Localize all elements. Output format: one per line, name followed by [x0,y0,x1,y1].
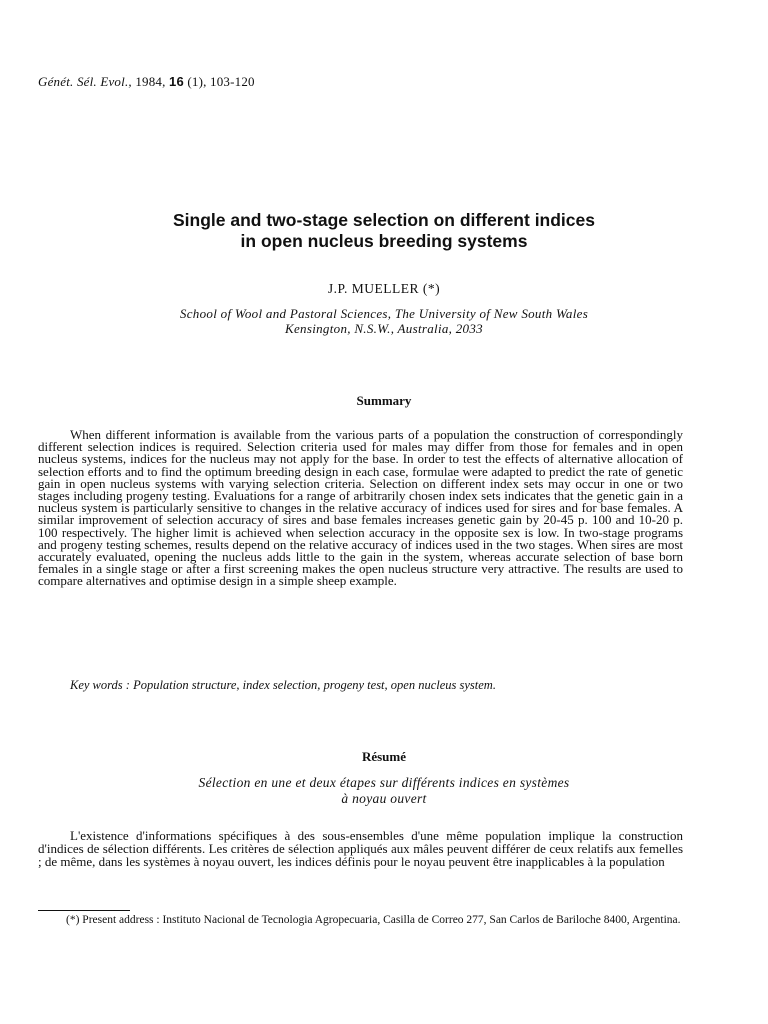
summary-heading: Summary [356,393,412,408]
resume-heading: Résumé [361,749,407,764]
journal-issue-pages: (1), 103-120 [187,74,255,89]
article-title-line-2: in open nucleus breeding systems [240,231,528,251]
journal-citation [38,74,255,90]
footnote-text: Present address : Instituto Nacional de Tecnologia Agropecuaria, Casilla de Correo 277, San Carlos de Bariloche 8400, Argentina. [82,914,681,926]
footnote [38,913,683,927]
author-name: J.P. MUELLER (*) [327,281,441,296]
keywords-text: Population structure, index selection, progeny test, open nucleus system. [133,678,496,692]
footnote-divider [38,910,130,911]
summary-paragraph: When different information is available from the various parts of a population the construction of correspondingly different selection indices is required. Selection criteria used for males may differ from those for females and in open nucleus systems, indices for the nucleus may not apply for the base. In order to test the effects of alternative allocation of selection efforts and to find the optimum breeding design in each case, formulae were adapted to predict the rate of genetic gain in open nucleus systems with varying selection criteria. Selection on different index sets may occur in one or two stages including progeny testing. Evaluations for a range of arbitrarily chosen index sets indicates that the genetic gain in a nucleus system is particularly sensitive to changes in the relative accuracy of indices used for sires and for base females. A similar improvement of selection accuracy of sires and base females increases genetic gain by 20-45 p. 100 and 10-20 p. 100 respectively. The higher limit is achieved when selection accuracy in the opposite sex is low. In two-stage programs and progeny testing schemes, results depend on the relative accuracy of indices used in the two stages. When sires are most accurately evaluated, opening the nucleus adds little to the gain in the system, whereas accurate selection of base born females in a single stage or after a first screening makes the open nucleus structure very attractive. The results are used to compare alternatives and optimise design in a simple sheep example. [38,427,683,589]
resume-title-line-2: à noyau ouvert [341,791,427,806]
keywords-label: Key words : [70,678,130,692]
keywords-line [38,678,683,693]
affiliation-line-1: School of Wool and Pastoral Sciences, The University of New South Wales [179,306,589,321]
article-title-line-1: Single and two-stage selection on different indices [172,210,595,230]
resume-title [40,775,728,807]
footnote-marker: (*) [66,914,80,926]
affiliation-line-2: Kensington, N.S.W., Australia, 2033 [285,321,483,336]
article-title [40,210,728,252]
journal-volume: 16 [169,74,184,89]
journal-name: Génét. Sél. Evol., [38,74,132,89]
resume-paragraph: L'existence d'informations spécifiques à des sous-ensembles d'une même population implique la construction d'indices de sélection différents. Les critères de sélection appliqués aux mâles peuvent différer de ceux relatifs aux femelles ; de même, dans les systèmes à noyau ouvert, les indices définis pour le noyau peuvent être inapplicables à la population [38,828,683,869]
journal-year: 1984, [135,74,166,89]
author-affiliation [40,306,728,336]
resume-title-line-1: Sélection en une et deux étapes sur différents indices en systèmes [198,775,570,790]
